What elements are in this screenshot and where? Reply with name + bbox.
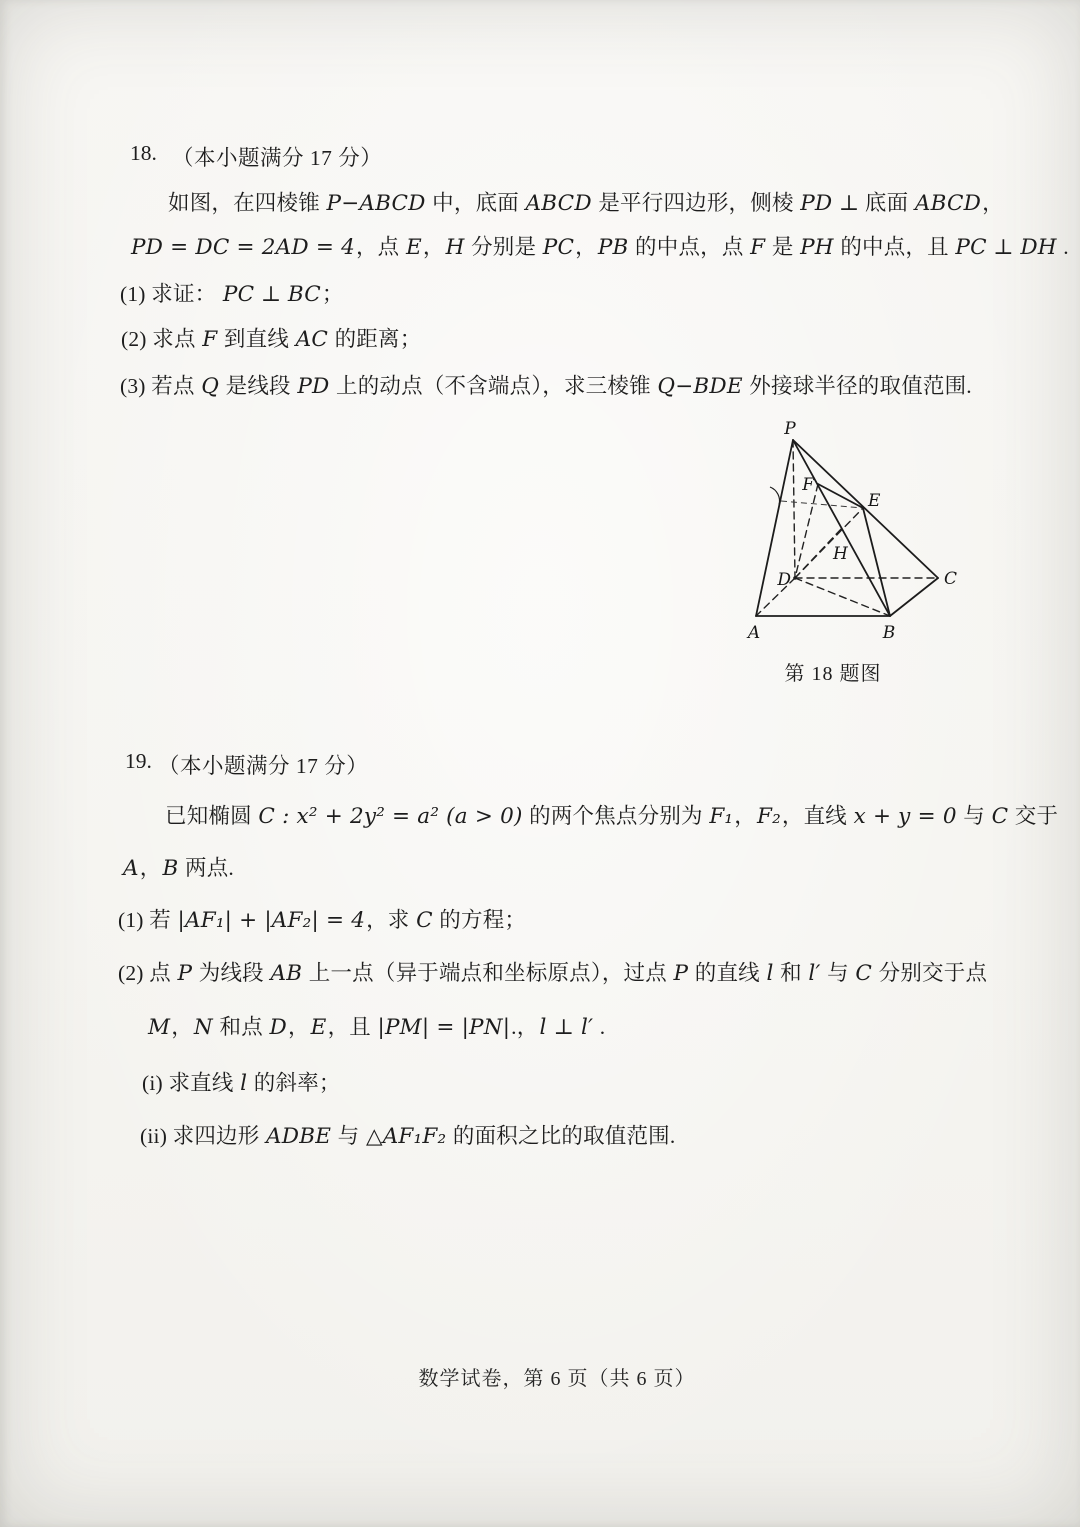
math-segment: Q−BDE xyxy=(657,374,743,399)
math-segment: D xyxy=(269,1015,287,1040)
math-segment: DH xyxy=(1020,235,1057,260)
math-segment: C xyxy=(416,908,433,933)
text-segment: 交于 xyxy=(1009,804,1059,828)
math-segment: PD = DC = 2AD = 4 xyxy=(131,235,355,260)
problem-19-part-1 xyxy=(118,905,526,936)
vertex-label-p: P xyxy=(784,419,796,439)
math-segment: H xyxy=(445,235,465,260)
text-segment: ， xyxy=(171,1015,193,1039)
text-segment: 到直线 xyxy=(218,327,295,351)
text-segment: . xyxy=(1057,235,1069,259)
vertex-label-b: B xyxy=(882,623,896,643)
text-segment: ； xyxy=(321,282,344,306)
text-segment: 如图，在四棱锥 xyxy=(168,191,326,215)
text-segment: 底面 xyxy=(864,191,914,215)
text-segment: 与 xyxy=(332,1124,365,1148)
vertex-label-h: H xyxy=(833,544,848,564)
text-segment: ，求 xyxy=(366,908,416,932)
text-segment: ，点 xyxy=(355,235,405,259)
text-segment: ， xyxy=(139,856,162,880)
text-segment: ⊥ xyxy=(255,282,287,306)
math-segment: △AF₁F₂ xyxy=(365,1124,447,1149)
math-segment: l xyxy=(766,961,774,986)
math-segment: AC xyxy=(295,327,329,352)
math-segment: x + y = 0 xyxy=(853,804,957,829)
math-segment: AB xyxy=(270,961,303,986)
text-segment: ， xyxy=(734,804,756,828)
text-segment: 与 xyxy=(821,961,855,985)
math-segment: C xyxy=(991,804,1009,829)
figure-vertex-labels xyxy=(746,419,957,643)
math-segment: F xyxy=(750,235,766,260)
text-segment: (i) 求直线 xyxy=(142,1071,240,1095)
text-segment: 是 xyxy=(766,235,800,259)
math-segment: B xyxy=(162,856,179,881)
text-segment: ，且 xyxy=(327,1015,377,1039)
text-segment: (2) 点 xyxy=(118,961,177,985)
text-segment: 分别交于点 xyxy=(873,961,988,985)
math-segment: l′ xyxy=(808,961,821,986)
problem-18-part-2 xyxy=(121,324,421,355)
text-segment: . xyxy=(594,1015,606,1039)
math-segment: PC xyxy=(955,235,987,260)
text-segment: 的方程； xyxy=(433,908,527,932)
text-segment: ， xyxy=(575,235,597,259)
problem-19-title: （本小题满分 17 分） xyxy=(158,754,369,778)
text-segment: 的两个焦点分别为 xyxy=(523,804,709,828)
problem-19-intro-line-1 xyxy=(165,801,1058,832)
vertex-label-a: A xyxy=(747,623,761,643)
math-segment: N xyxy=(193,1015,213,1040)
text-segment: ， xyxy=(982,191,1004,215)
problem-19-number: 19. xyxy=(125,749,152,773)
vertex-label-d: D xyxy=(777,570,791,590)
problem-18-part-1 xyxy=(120,279,344,310)
math-segment: PD xyxy=(297,374,330,399)
text-segment: (1) 求证： xyxy=(120,282,222,306)
text-segment: ，直线 xyxy=(781,804,853,828)
math-segment: l xyxy=(240,1071,248,1096)
text-segment: 的直线 xyxy=(689,961,766,985)
math-segment: |PM| = |PN| xyxy=(377,1015,511,1040)
text-segment: 上的动点（不含端点），求三棱锥 xyxy=(330,374,657,398)
math-segment: F₂ xyxy=(756,804,781,829)
vertex-label-e: E xyxy=(868,491,881,511)
text-segment: 分别是 xyxy=(465,235,542,259)
text-segment: ⊥ xyxy=(833,191,865,215)
text-segment: .， xyxy=(511,1015,539,1039)
text-segment: 的中点，点 xyxy=(629,235,750,259)
math-segment: PD xyxy=(800,191,833,216)
angle-arc-mark xyxy=(770,487,780,505)
vertex-label-f: F xyxy=(802,475,814,495)
text-segment: (3) 若点 xyxy=(120,374,201,398)
page-footer: 数学试卷，第 6 页（共 6 页） xyxy=(418,1368,696,1390)
math-segment: P xyxy=(177,961,193,986)
pyramid-figure xyxy=(720,418,985,663)
text-segment: 中，底面 xyxy=(426,191,525,215)
problem-19-part-2 xyxy=(118,958,987,989)
text-segment: ， xyxy=(287,1015,310,1039)
math-segment: P−ABCD xyxy=(326,191,426,216)
problem-19-part-2-i xyxy=(142,1068,341,1099)
text-segment: 已知椭圆 xyxy=(165,804,258,828)
problem-18-part-3 xyxy=(120,371,972,402)
problem-19-part-2-ii xyxy=(140,1121,675,1152)
text-segment: (1) 若 xyxy=(118,908,177,932)
math-segment: ABCD xyxy=(525,191,592,216)
text-segment: 的斜率； xyxy=(248,1071,341,1095)
problem-18-title: （本小题满分 17 分） xyxy=(172,146,383,170)
text-segment: 的距离； xyxy=(329,327,422,351)
problem-19-intro-line-2 xyxy=(122,853,234,884)
text-segment: 和点 xyxy=(213,1015,269,1039)
text-segment: 和 xyxy=(774,961,808,985)
figure-18-caption: 第 18 题图 xyxy=(784,663,882,685)
math-segment: |AF₁| + |AF₂| = 4 xyxy=(177,908,366,933)
vertex-dot-d xyxy=(793,576,797,580)
math-segment: A xyxy=(123,856,139,881)
problem-19-part-2-continued xyxy=(147,1012,605,1043)
math-segment: Q xyxy=(201,374,220,399)
math-segment: F₁ xyxy=(709,804,734,829)
math-segment: l ⊥ l′ xyxy=(539,1015,594,1040)
text-segment: 是线段 xyxy=(220,374,297,398)
math-segment: PH xyxy=(800,235,834,260)
math-segment: PC xyxy=(222,282,255,307)
problem-18-number: 18. xyxy=(130,141,157,165)
problem-18-intro-line-1 xyxy=(168,188,1004,219)
math-segment: F xyxy=(202,327,218,352)
math-segment: ADBE xyxy=(266,1124,332,1149)
figure-18-diagram xyxy=(720,418,985,663)
vertex-label-c: C xyxy=(944,569,958,589)
math-segment: C xyxy=(855,961,873,986)
math-segment: P xyxy=(673,961,689,986)
math-segment: E xyxy=(310,1015,327,1040)
text-segment: 的面积之比的取值范围. xyxy=(447,1124,676,1148)
math-segment: E xyxy=(405,235,422,260)
math-segment: C : x² + 2y² = a² (a > 0) xyxy=(258,804,523,829)
math-segment: M xyxy=(148,1015,171,1040)
text-segment: (ii) 求四边形 xyxy=(140,1124,266,1148)
text-segment: ⊥ xyxy=(987,235,1020,259)
text-segment: 为线段 xyxy=(193,961,270,985)
text-segment: 是平行四边形，侧棱 xyxy=(592,191,800,215)
text-segment: (2) 求点 xyxy=(121,327,202,351)
text-segment: 两点. xyxy=(179,856,234,880)
math-segment: ABCD xyxy=(914,191,982,216)
math-segment: PB xyxy=(597,235,629,260)
text-segment: 外接球半径的取值范围. xyxy=(743,374,972,398)
problem-18-intro-line-2 xyxy=(130,232,1069,263)
math-segment: BC xyxy=(287,282,321,307)
text-segment: 的中点，且 xyxy=(834,235,955,259)
math-segment: PC xyxy=(542,235,575,260)
text-segment: 与 xyxy=(957,804,991,828)
text-segment: 上一点（异于端点和坐标原点），过点 xyxy=(303,961,673,985)
text-segment: ， xyxy=(422,235,445,259)
